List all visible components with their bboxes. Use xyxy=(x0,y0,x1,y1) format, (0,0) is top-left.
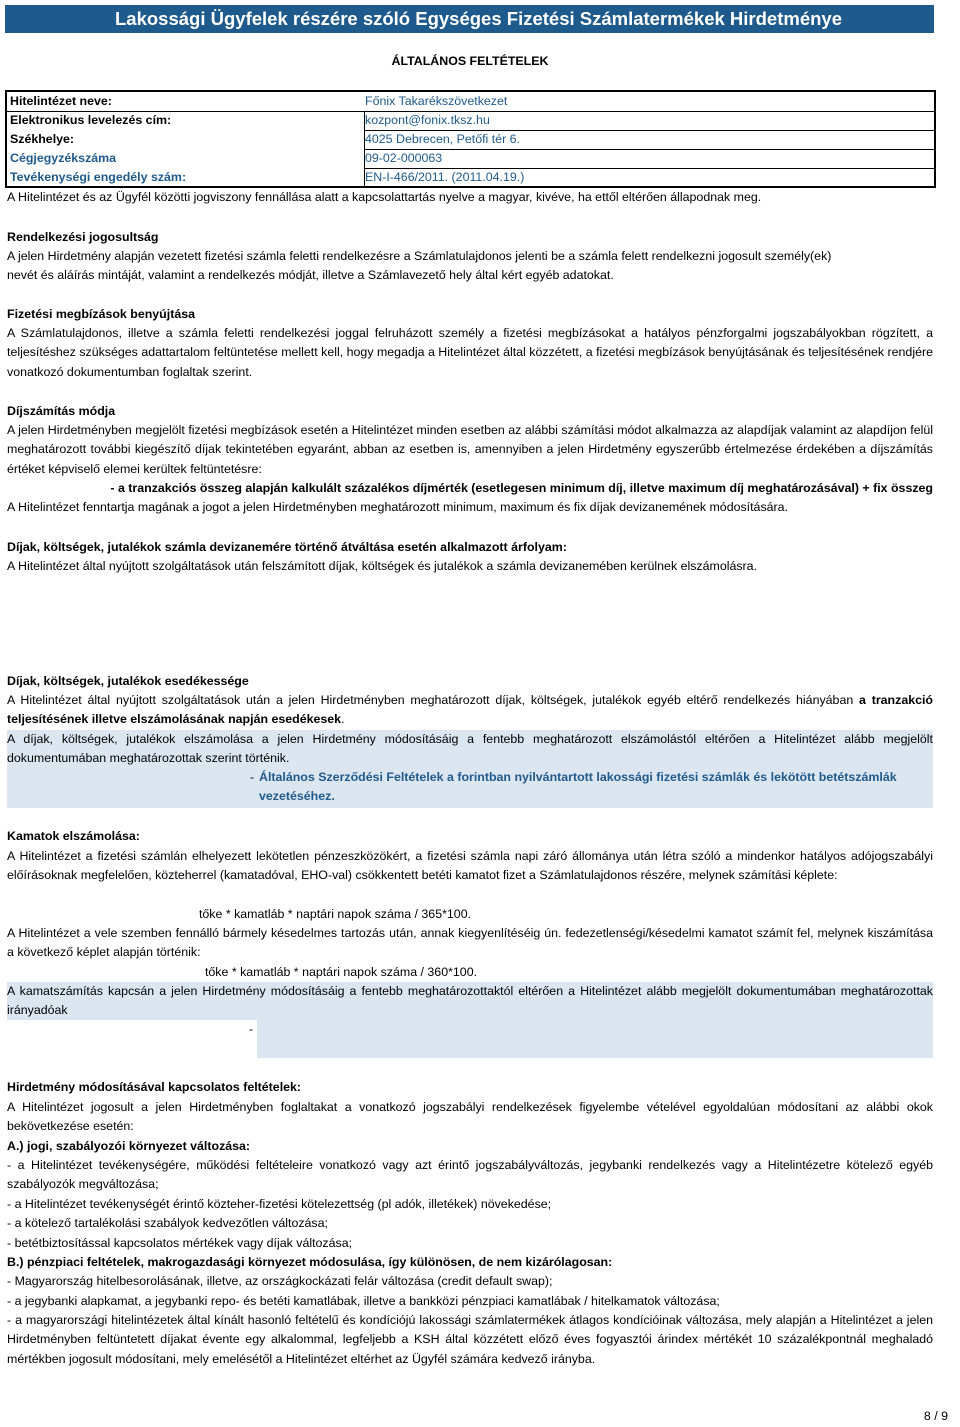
paragraph: A Hitelintézet a vele szemben fennálló bármely késedelmes tartozás után, annak kiegyenlítéséig ún. fedezetlenségi/késedelmi kamatot számít fel, melynek kiszámítása a következő képlet alapján történik: xyxy=(7,926,933,960)
section-title-payment-orders: Fizetési megbízások benyújtása xyxy=(7,307,195,321)
paragraph: A Hitelintézet fenntartja magának a jogot a jelen Hirdetményben meghatározott minimum, maximum és fix díjak devizanemének módosítására. xyxy=(7,500,788,514)
section-title-exchange-rate: Díjak, költségek, jutalékok számla devizanemére történő átváltása esetén alkalmazott árfolyam: xyxy=(7,540,567,554)
page-number: 8 / 9 xyxy=(923,1409,948,1423)
list-item: - a magyarországi hitelintézetek által kínált hasonló feltételű és kondíciójú lakossági számlatermékek átlagos kondícióinak változása, mely alapján a Hitelintézet a jelen Hirdetményben feltüntetett díjakat évente egy alkalommal, legfeljebb a KSH által közzétett előző éves fogyasztói árindex mértékét 10 százalékpontnál meghaladó mértékben jogosult módosítani, mely emelésétől a Hitelintézet eltérhet az Ügyfél számára kedvező irányba. xyxy=(7,1313,933,1366)
info-row-seat xyxy=(7,130,934,149)
list-item: - a Hitelintézet tevékenységére, működési feltételeire vonatkozó vagy azt érintő jogszabályváltozás, jegybanki rendelkezés vagy a Hitelintézetre kötelező egyéb szabályozók megváltozása; xyxy=(7,1158,933,1192)
info-label: Székhelye: xyxy=(10,132,75,146)
bullet-dash: - xyxy=(249,1022,254,1036)
info-value: 09-02-000063 xyxy=(365,151,443,165)
formula: tőke * kamatláb * naptári napok száma / 360*100. xyxy=(204,965,478,979)
shaded-paragraph: A díjak, költségek, jutalékok elszámolása a jelen Hirdetmény módosításáig a fentebb meghatározott elszámolástól eltérően a Hitelintézet alább megjelölt dokumentumában meghatározottak szerint történik. xyxy=(7,730,933,768)
shaded-bullet-box xyxy=(7,768,933,808)
shaded-paragraph: A kamatszámítás kapcsán a jelen Hirdetmény módosításáig a fentebb meghatározottaktól eltérően a Hitelintézet alább megjelölt dokumentumában meghatározottak irányadóak xyxy=(7,982,933,1020)
info-label: Tevékenységi engedély szám: xyxy=(10,170,187,184)
section-title-authorization: Rendelkezési jogosultság xyxy=(7,230,159,244)
paragraph-line: nevét és aláírás mintáját, valamint a rendelkezés módját, illetve a Számlavezető hely által kért egyéb adatokat. xyxy=(7,268,614,282)
list-item: - betétbiztosítással kapcsolatos mértékek vagy díjak változása; xyxy=(7,1236,353,1250)
section-title-due-date: Díjak, költségek, jutalékok esedékessége xyxy=(7,674,249,688)
info-value: Főnix Takarékszövetkezet xyxy=(365,94,508,108)
info-value: 4025 Debrecen, Petőfi tér 6. xyxy=(365,132,520,146)
text-part: . xyxy=(341,712,345,727)
fee-formula-bullet: - a tranzakciós összeg alapján kalkulált százalékos díjmérték (esetlegesen minimum díj, illetve maximum díj meghatározásával) + fix összeg xyxy=(110,481,933,495)
institution-info-table xyxy=(5,90,936,188)
email-link[interactable]: kozpont@fonix.tksz.hu xyxy=(365,113,490,127)
list-item: - a Hitelintézet tevékenységét érintő közteher-fizetési kötelezettség (pl adók, illetékek) növekedése; xyxy=(7,1197,552,1211)
paragraph xyxy=(7,691,933,730)
info-row-email xyxy=(7,111,934,130)
list-item: - a jegybanki alapkamat, a jegybanki repo- és betéti kamatlábak, illetve a bankközi pénzpiaci kamatlábak / hitelkamatok változása; xyxy=(7,1294,720,1308)
info-label: Elektronikus levelezés cím: xyxy=(10,113,172,127)
paragraph-line: A jelen Hirdetmény alapján vezetett fizetési számla feletti rendelkezésre a Számlatulajdonos jelenti be a számla felett rendelkezni jogosult személy(ek) xyxy=(7,249,832,263)
paragraph: A Hitelintézet jogosult a jelen Hirdetményben foglaltakat a vonatkozó jogszabályi rendelkezések figyelembe vételével egyoldalúan módosítani az alábbi okok bekövetkezése esetén: xyxy=(7,1100,933,1134)
page-header-banner xyxy=(5,5,934,33)
bullet-dash: - xyxy=(250,770,255,784)
info-value: EN-I-466/2011. (2011.04.19.) xyxy=(365,170,525,184)
text-part: A Hitelintézet által nyújtott szolgáltatások után a jelen Hirdetményben meghatározott díjak, költségek, jutalékok egyéb eltérő rendelkezés hiányában xyxy=(7,693,860,707)
shaded-bullet-box xyxy=(257,1020,933,1058)
info-label: Cégjegyzékszáma xyxy=(10,151,117,165)
table-divider xyxy=(364,149,934,150)
language-note: A Hitelintézet és az Ügyfél közötti jogviszony fennállása alatt a kapcsolattartás nyelve a magyar, kivéve, ha ettől eltérően állapodnak meg. xyxy=(7,190,762,204)
paragraph: A jelen Hirdetményben megjelölt fizetési megbízások esetén a Hitelintézet minden esetben az alábbi számítási módot alkalmazza az alapdíjak valamint az alapdíjon felül meghatározott további kiegészítő díjak tekintetében egyaránt, abban az esetben is, amennyiben a jelen Hirdetmény egyszerűbb értelmezése érdekében a díjszámítás értéket képviselő elemei kerültek feltüntetésre: xyxy=(7,423,933,476)
document-reference-link[interactable]: Általános Szerződési Feltételek a forintban nyilvántartott lakossági fizetési számlák és lekötött betétszámlák vezetéséhez. xyxy=(259,770,897,804)
text-part-bold: a tranzakció teljesítésének illetve elszámolásának napján esedékesek xyxy=(7,693,934,727)
paragraph: A Hitelintézet a fizetési számlán elhelyezett lekötetlen pénzeszközökért, a fizetési számla napi záró állománya után létra szóló a mindenkor hatályos adójogszabályi előírásoknak megfelelően, közteherrel (kamatadóval, EHO-val) csökkentett betéti kamatot fizet a Számlatulajdonos részére, melynek számítási képlete: xyxy=(7,849,933,883)
table-divider xyxy=(7,111,934,112)
page-title: Lakossági Ügyfelek részére szóló Egységes Fizetési Számlatermékek Hirdetménye xyxy=(115,8,842,29)
list-item: - a kötelező tartalékolási szabályok kedvezőtlen változása; xyxy=(7,1216,328,1230)
info-row-license xyxy=(7,168,934,187)
list-item: - Magyarország hitelbesorolásának, illetve, az országkockázati felár változása (credit default swap); xyxy=(7,1274,553,1288)
section-title-fee-calculation: Díjszámítás módja xyxy=(7,404,116,418)
formula: tőke * kamatláb * naptári napok száma / 365*100. xyxy=(198,907,472,921)
table-divider xyxy=(364,168,934,169)
subsection-title-legal: A.) jogi, szabályozói környezet változása: xyxy=(7,1139,251,1153)
info-row-regno xyxy=(7,149,934,168)
section-title-interest: Kamatok elszámolása: xyxy=(7,829,140,843)
section-title-amendment: Hirdetmény módosításával kapcsolatos feltételek: xyxy=(7,1080,302,1094)
paragraph: A Hitelintézet által nyújtott szolgáltatások után felszámított díjak, költségek és jutalékok a számla devizanemében kerülnek elszámolásra. xyxy=(7,559,758,573)
section-subtitle: ÁLTALÁNOS FELTÉTELEK xyxy=(391,54,549,68)
info-label: Hitelintézet neve: xyxy=(10,94,112,108)
paragraph: A Számlatulajdonos, illetve a számla feletti rendelkezési joggal felruházott személy a fizetési megbízásokat a hatályos pénzforgalmi jogszabályokban rögzített, a teljesítéshez szükséges adattartalom feltüntetése mellett kell, hogy megadja a Hitelintézet által közzétett, a fizetési megbízások benyújtásának és teljesítésének rendjére vonatkozó dokumentumban foglaltak szerint. xyxy=(7,326,933,379)
table-divider xyxy=(364,130,934,131)
subsection-title-market: B.) pénzpiaci feltételek, makrogazdasági környezet módosulása, így különösen, de nem kizárólagosan: xyxy=(7,1255,613,1269)
info-row-name xyxy=(7,92,934,111)
